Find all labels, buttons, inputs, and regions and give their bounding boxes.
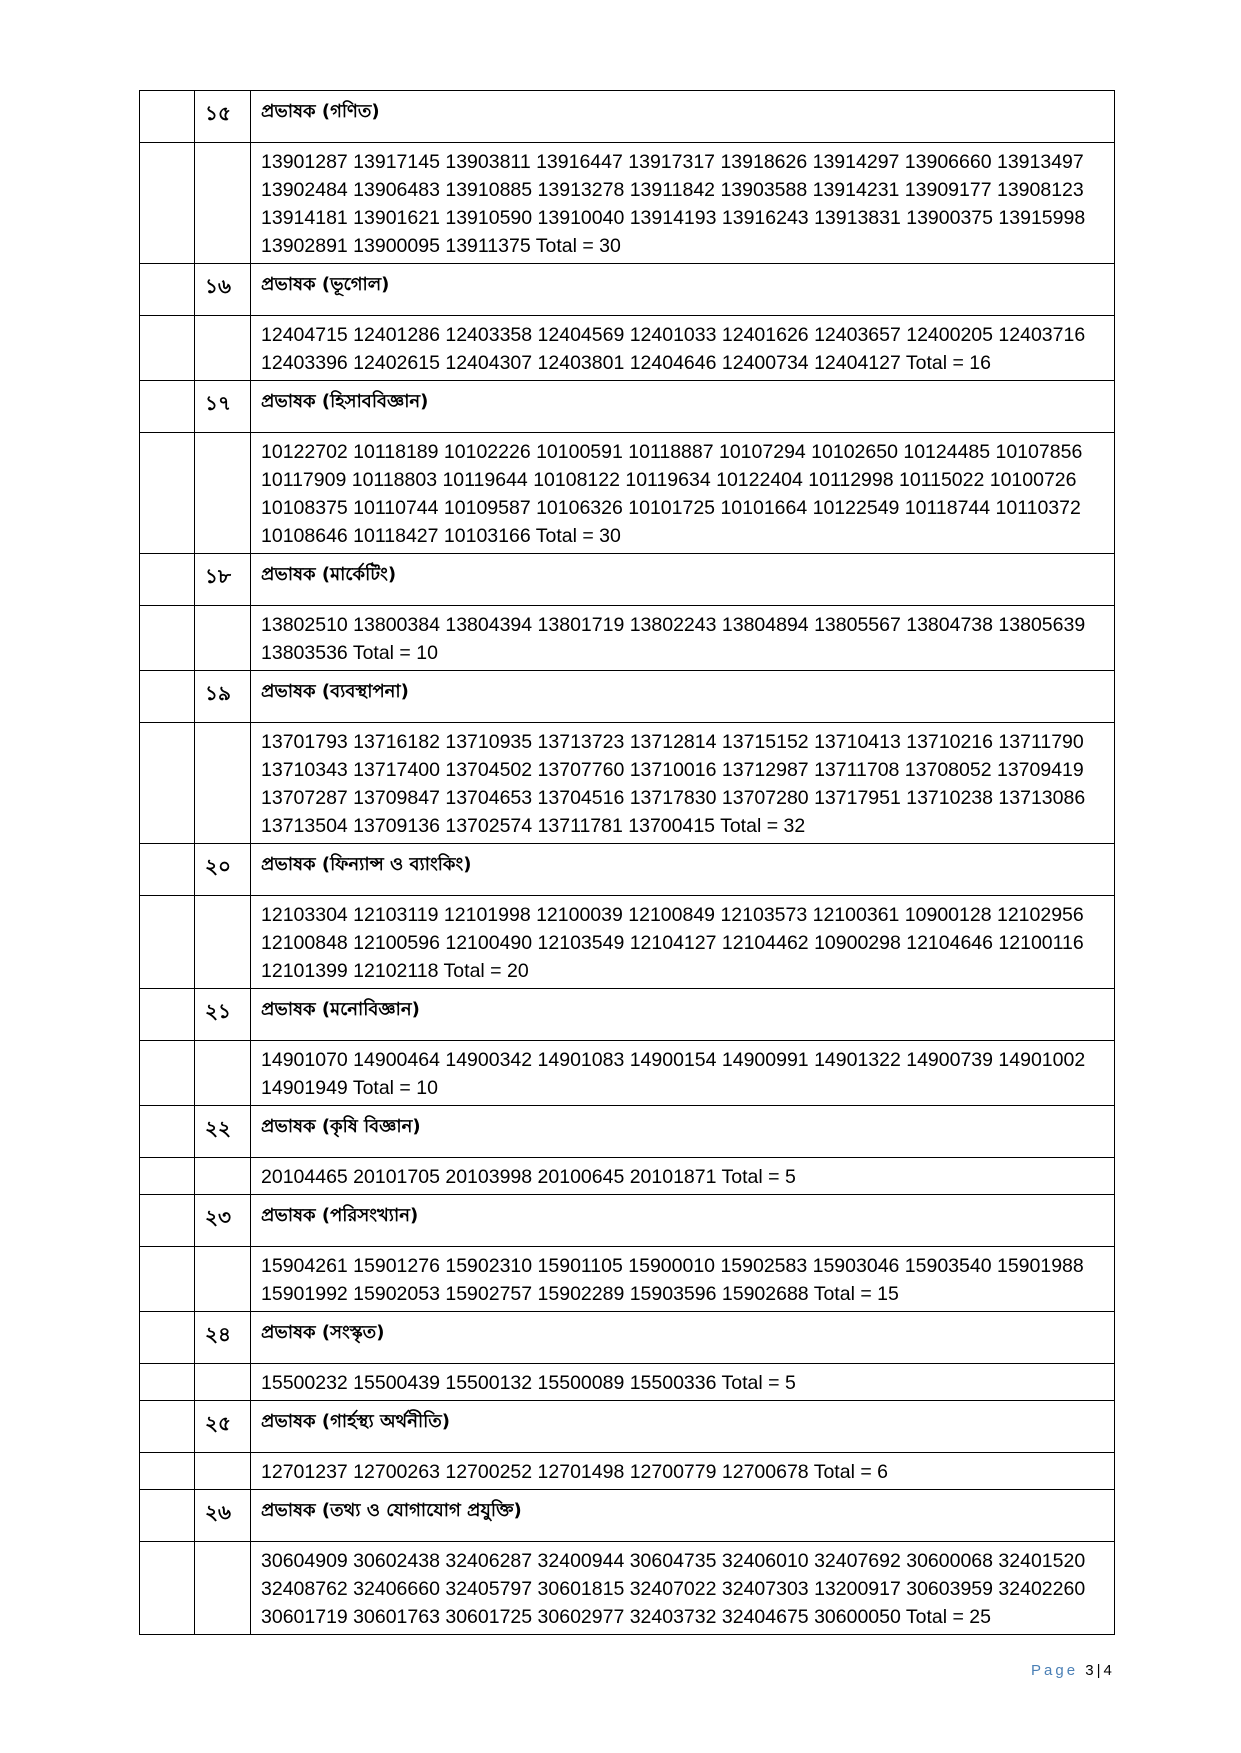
empty-cell: [140, 896, 195, 989]
post-title: প্রভাষক (কৃষি বিজ্ঞান): [251, 1106, 1115, 1158]
serial-number: ১৬: [195, 264, 251, 316]
roll-numbers: 13802510 13800384 13804394 13801719 13802243 13804894 13805567 13804738 13805639 13803536 Total = 10: [251, 606, 1115, 671]
post-title: প্রভাষক (ব্যবস্থাপনা): [251, 671, 1115, 723]
roll-list-row: [140, 606, 1115, 671]
post-title: প্রভাষক (পরিসংখ্যান): [251, 1195, 1115, 1247]
empty-cell: [140, 554, 195, 606]
serial-number: ১৫: [195, 91, 251, 143]
page-total: 4: [1103, 1662, 1112, 1679]
post-header-row: [140, 1490, 1115, 1542]
page-word: Page: [1031, 1662, 1079, 1679]
roll-list-row: [140, 143, 1115, 264]
empty-cell: [195, 896, 251, 989]
roll-numbers: 12103304 12103119 12101998 12100039 12100849 12103573 12100361 10900128 12102956 12100848 12100596 12100490 12103549 12104127 12104462 10900298 12104646 12100116 12101399 12102118 Total = 20: [251, 896, 1115, 989]
empty-cell: [140, 1542, 195, 1635]
roll-numbers: 20104465 20101705 20103998 20100645 20101871 Total = 5: [251, 1158, 1115, 1195]
roll-list-row: [140, 1247, 1115, 1312]
empty-cell: [140, 433, 195, 554]
empty-cell: [140, 1401, 195, 1453]
serial-number: ২২: [195, 1106, 251, 1158]
serial-number: ২৩: [195, 1195, 251, 1247]
roll-list-row: [140, 723, 1115, 844]
serial-number: ২১: [195, 989, 251, 1041]
empty-cell: [195, 1364, 251, 1401]
empty-cell: [140, 1247, 195, 1312]
roll-list-row: [140, 1542, 1115, 1635]
empty-cell: [140, 1312, 195, 1364]
empty-cell: [140, 1490, 195, 1542]
empty-cell: [140, 606, 195, 671]
post-header-row: [140, 1195, 1115, 1247]
empty-cell: [195, 143, 251, 264]
roll-list-row: [140, 896, 1115, 989]
serial-number: ২০: [195, 844, 251, 896]
roll-list-row: [140, 1453, 1115, 1490]
empty-cell: [140, 671, 195, 723]
empty-cell: [195, 1041, 251, 1106]
post-title: প্রভাষক (মনোবিজ্ঞান): [251, 989, 1115, 1041]
serial-number: ১৮: [195, 554, 251, 606]
roll-list-row: [140, 1158, 1115, 1195]
post-header-row: [140, 91, 1115, 143]
empty-cell: [140, 1195, 195, 1247]
empty-cell: [140, 1453, 195, 1490]
post-title: প্রভাষক (ভূগোল): [251, 264, 1115, 316]
empty-cell: [140, 264, 195, 316]
roll-numbers: 30604909 30602438 32406287 32400944 30604735 32406010 32407692 30600068 32401520 32408762 32406660 32405797 30601815 32407022 32407303 13200917 30603959 32402260 30601719 30601763 30601725 30602977 32403732 32404675 30600050 Total = 25: [251, 1542, 1115, 1635]
results-table: [139, 90, 1115, 1635]
post-title: প্রভাষক (গণিত): [251, 91, 1115, 143]
post-header-row: [140, 554, 1115, 606]
roll-numbers: 13701793 13716182 13710935 13713723 13712814 13715152 13710413 13710216 13711790 13710343 13717400 13704502 13707760 13710016 13712987 13711708 13708052 13709419 13707287 13709847 13704653 13704516 13717830 13707280 13717951 13710238 13713086 13713504 13709136 13702574 13711781 13700415 Total = 32: [251, 723, 1115, 844]
empty-cell: [195, 1158, 251, 1195]
roll-list-row: [140, 1364, 1115, 1401]
empty-cell: [140, 1106, 195, 1158]
empty-cell: [140, 143, 195, 264]
roll-numbers: 15904261 15901276 15902310 15901105 15900010 15902583 15903046 15903540 15901988 15901992 15902053 15902757 15902289 15903596 15902688 Total = 15: [251, 1247, 1115, 1312]
empty-cell: [140, 1158, 195, 1195]
empty-cell: [140, 844, 195, 896]
serial-number: ২৫: [195, 1401, 251, 1453]
empty-cell: [140, 1041, 195, 1106]
roll-numbers: 15500232 15500439 15500132 15500089 15500336 Total = 5: [251, 1364, 1115, 1401]
serial-number: ২৪: [195, 1312, 251, 1364]
post-header-row: [140, 264, 1115, 316]
roll-numbers: 14901070 14900464 14900342 14901083 14900154 14900991 14901322 14900739 14901002 14901949 Total = 10: [251, 1041, 1115, 1106]
serial-number: ২৬: [195, 1490, 251, 1542]
empty-cell: [140, 723, 195, 844]
roll-list-row: [140, 316, 1115, 381]
empty-cell: [140, 91, 195, 143]
post-header-row: [140, 1312, 1115, 1364]
empty-cell: [195, 606, 251, 671]
post-header-row: [140, 989, 1115, 1041]
empty-cell: [140, 316, 195, 381]
post-header-row: [140, 844, 1115, 896]
post-header-row: [140, 381, 1115, 433]
empty-cell: [195, 1247, 251, 1312]
post-title: প্রভাষক (হিসাববিজ্ঞান): [251, 381, 1115, 433]
post-header-row: [140, 671, 1115, 723]
post-title: প্রভাষক (ফিন্যান্স ও ব্যাংকিং): [251, 844, 1115, 896]
roll-list-row: [140, 433, 1115, 554]
roll-numbers: 13901287 13917145 13903811 13916447 13917317 13918626 13914297 13906660 13913497 13902484 13906483 13910885 13913278 13911842 13903588 13914231 13909177 13908123 13914181 13901621 13910590 13910040 13914193 13916243 13913831 13900375 13915998 13902891 13900095 13911375 Total = 30: [251, 143, 1115, 264]
post-title: প্রভাষক (গার্হস্থ্য অর্থনীতি): [251, 1401, 1115, 1453]
serial-number: ১৭: [195, 381, 251, 433]
post-header-row: [140, 1106, 1115, 1158]
empty-cell: [140, 989, 195, 1041]
page-footer: [1031, 1662, 1112, 1679]
serial-number: ১৯: [195, 671, 251, 723]
page-number: 3: [1085, 1662, 1094, 1679]
roll-numbers: 12701237 12700263 12700252 12701498 12700779 12700678 Total = 6: [251, 1453, 1115, 1490]
post-title: প্রভাষক (তথ্য ও যোগাযোগ প্রযুক্তি): [251, 1490, 1115, 1542]
post-header-row: [140, 1401, 1115, 1453]
roll-numbers: 10122702 10118189 10102226 10100591 10118887 10107294 10102650 10124485 10107856 10117909 10118803 10119644 10108122 10119634 10122404 10112998 10115022 10100726 10108375 10110744 10109587 10106326 10101725 10101664 10122549 10118744 10110372 10108646 10118427 10103166 Total = 30: [251, 433, 1115, 554]
empty-cell: [195, 1542, 251, 1635]
empty-cell: [140, 381, 195, 433]
roll-numbers: 12404715 12401286 12403358 12404569 12401033 12401626 12403657 12400205 12403716 12403396 12402615 12404307 12403801 12404646 12400734 12404127 Total = 16: [251, 316, 1115, 381]
post-title: প্রভাষক (সংস্কৃত): [251, 1312, 1115, 1364]
empty-cell: [195, 1453, 251, 1490]
empty-cell: [195, 723, 251, 844]
post-title: প্রভাষক (মার্কেটিং): [251, 554, 1115, 606]
empty-cell: [195, 316, 251, 381]
empty-cell: [140, 1364, 195, 1401]
roll-list-row: [140, 1041, 1115, 1106]
empty-cell: [195, 433, 251, 554]
page-separator: |: [1096, 1662, 1101, 1679]
